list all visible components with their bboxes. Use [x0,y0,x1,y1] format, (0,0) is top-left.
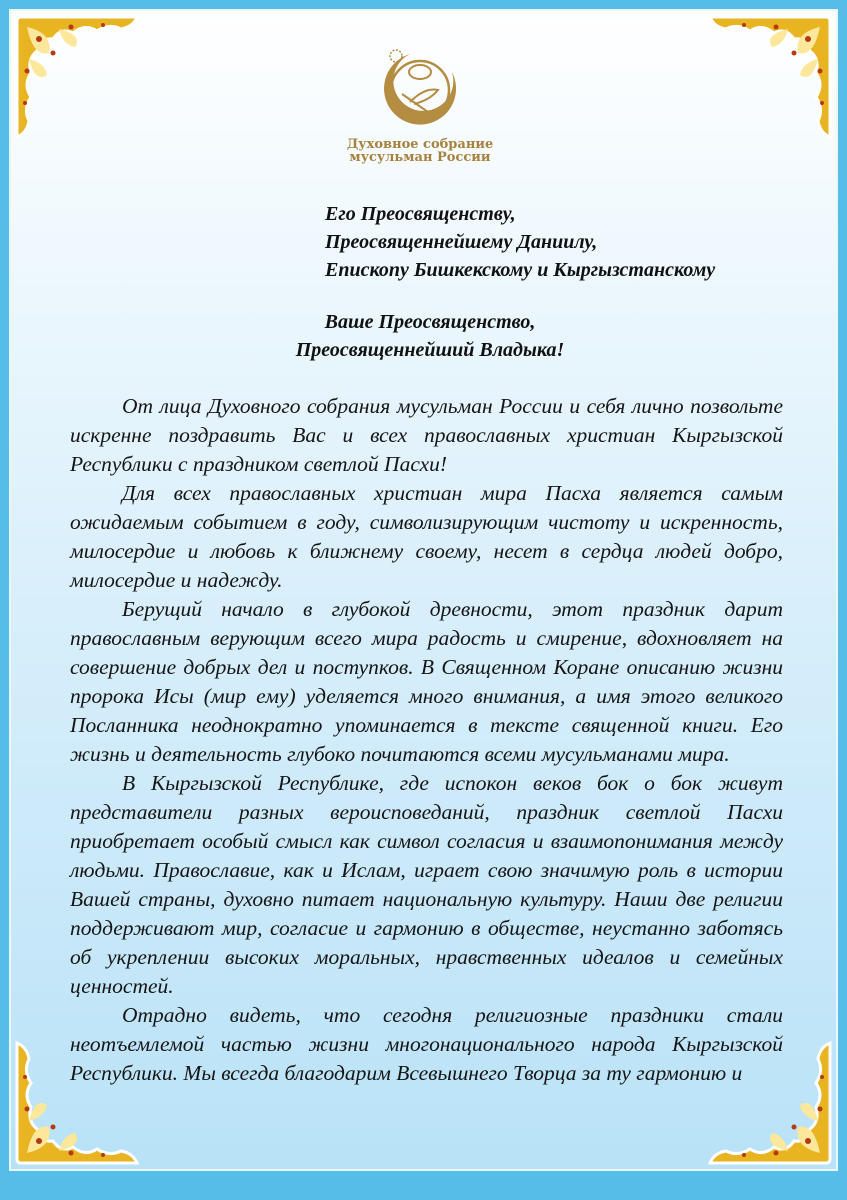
body-paragraph: Для всех православных христиан мира Пасха является самым ожидаемым событием в году, символизирующим чистоту и искренность, милосердие и любовь к ближнему своему, несет в сердца людей добро, милосердие и надежду. [70,481,783,592]
salutation-line: Ваше Преосвященство, [324,311,536,333]
addressee-block [325,200,715,284]
addressee-line: Епископу Бишкекскому и Кыргызстанскому [325,259,716,281]
corner-ornament-icon [13,13,143,143]
addressee-line: Преосвященнейшему Даниилу, [325,231,598,253]
salutation-line: Преосвященнейший Владыка! [295,339,565,361]
organization-name-line: мусульман России [349,150,491,165]
organization-logo [340,42,500,164]
organization-name-line: Духовное собрание [346,137,494,152]
addressee-line: Его Преосвященству, [325,203,516,225]
crescent-emblem-icon [380,42,460,130]
body-paragraph: В Кыргызской Республике, где испокон веков бок о бок живут представители разных вероисповеданий, праздник светлой Пасхи приобретает особый смысл как символ согласия и взаимопонимания между людьми. Православие, как и Ислам, играет свою значимую роль в истории Вашей страны, духовно питает национальную культуру. Наши две религии поддерживают мир, согласие и гармонию в обществе, неустанно заботясь об укреплении высоких моральных, нравственных идеалов и семейных ценностей. [70,771,783,998]
letter-body [70,392,783,1088]
body-paragraph: Отрадно видеть, что сегодня религиозные праздники стали неотъемлемой частью жизни многонационального народа Кыргызской Республики. Мы всегда благодарим Всевышнего Творца за ту гармонию и [70,1003,783,1085]
corner-ornament-icon [704,13,834,143]
organization-name [340,138,500,164]
body-paragraph: От лица Духовного собрания мусульман России и себя лично позвольте искренне поздравить Вас и всех православных христиан Кыргызской Республики с праздником светлой Пасхи! [70,394,783,476]
salutation [230,308,630,364]
body-paragraph: Берущий начало в глубокой древности, этот праздник дарит православным верующим всего мира радость и смирение, вдохновляет на совершение добрых дел и поступков. В Священном Коране описанию жизни пророка Исы (мир ему) уделяется много внимания, а имя этого великого Посланника неоднократно упоминается в тексте священной книги. Его жизнь и деятельность глубоко почитаются всеми мусульманами мира. [70,597,783,766]
